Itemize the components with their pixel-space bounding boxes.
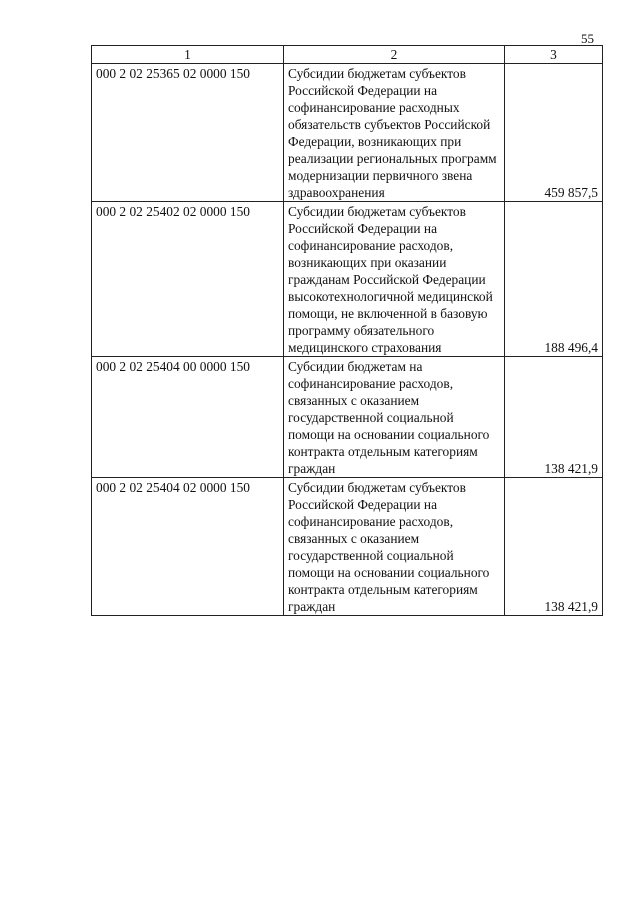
budget-revenue-table: [91, 45, 603, 616]
page-number: 55: [581, 31, 594, 46]
table-row: [92, 357, 603, 478]
amount-cell: 138 421,9: [505, 357, 603, 478]
revenue-name-cell: Субсидии бюджетам субъектов Российской Федерации на софинансирование расходов, возникающих при оказании гражданам Российской Федерации высокотехнологичной медицинской помощи, не включенной в базовую программу обязательного медицинского страхования: [284, 202, 505, 357]
column-header-name: 2: [284, 46, 505, 64]
budget-code-cell: 000 2 02 25404 00 0000 150: [92, 357, 284, 478]
budget-code-cell: 000 2 02 25404 02 0000 150: [92, 478, 284, 616]
revenue-name-cell: Субсидии бюджетам субъектов Российской Федерации на софинансирование расходов, связанных с оказанием государственной социальной помощи на основании социального контракта отдельным категориям граждан: [284, 478, 505, 616]
table-header-row: [92, 46, 603, 64]
column-header-amount: 3: [505, 46, 603, 64]
budget-code-cell: 000 2 02 25402 02 0000 150: [92, 202, 284, 357]
revenue-name-cell: Субсидии бюджетам на софинансирование расходов, связанных с оказанием государственной социальной помощи на основании социального контракта отдельным категориям граждан: [284, 357, 505, 478]
revenue-name-cell: Субсидии бюджетам субъектов Российской Федерации на софинансирование расходных обязательств субъектов Российской Федерации, возникающих при реализации региональных программ модернизации первичного звена здравоохранения: [284, 64, 505, 202]
table-row: [92, 64, 603, 202]
table-row: [92, 202, 603, 357]
amount-cell: 138 421,9: [505, 478, 603, 616]
budget-code-cell: 000 2 02 25365 02 0000 150: [92, 64, 284, 202]
amount-cell: 459 857,5: [505, 64, 603, 202]
amount-cell: 188 496,4: [505, 202, 603, 357]
column-header-code: 1: [92, 46, 284, 64]
table-row: [92, 478, 603, 616]
